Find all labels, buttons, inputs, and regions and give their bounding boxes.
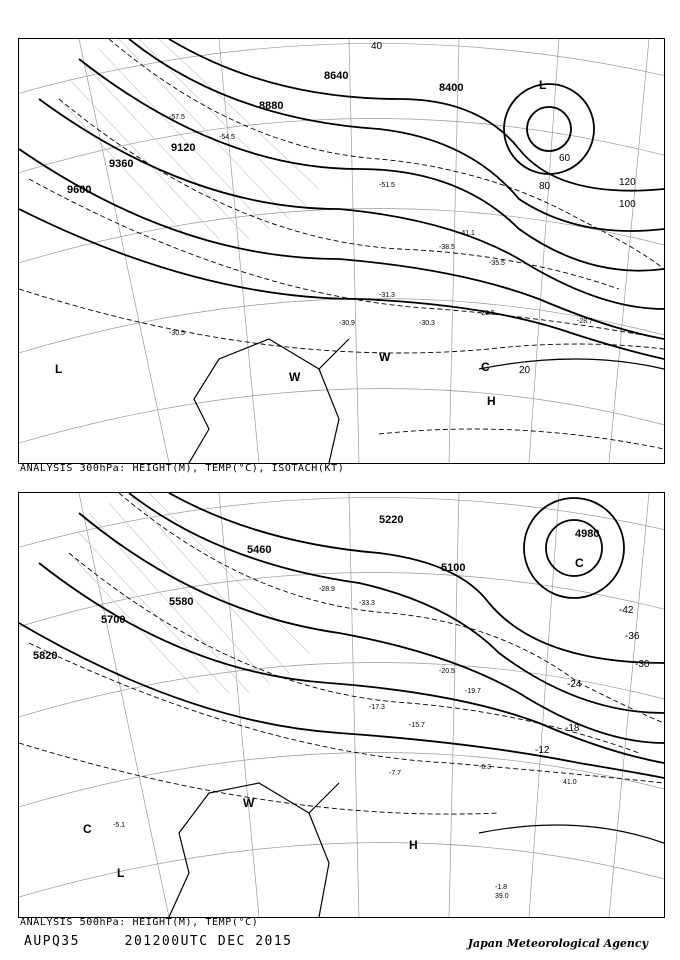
warm-center-label: W (243, 796, 255, 810)
height-label: 5460 (247, 544, 272, 556)
temp-label: -41.1 (459, 230, 475, 237)
caption-300hpa: ANALYSIS 300hPa: HEIGHT(M), TEMP(°C), ISOTACH(KT) (20, 463, 345, 474)
height-label: 5100 (441, 562, 466, 574)
warm-center-label: W (289, 370, 301, 384)
temp-label: -35.5 (489, 260, 505, 267)
obs-label: -15.7 (409, 722, 425, 729)
temp-contour-label: -36 (625, 631, 640, 642)
temp-contour-label: -30 (635, 659, 650, 670)
map-300hpa (19, 39, 664, 463)
height-contours (19, 493, 664, 778)
height-label: 5580 (169, 596, 194, 608)
temp-label: -30.9 (339, 320, 355, 327)
height-label: 8880 (259, 100, 284, 112)
height-label: 8400 (439, 82, 464, 94)
isotach-contours (19, 39, 664, 449)
temp-contour-label: -18 (565, 723, 580, 734)
obs-label: -20.5 (439, 668, 455, 675)
obs-label: 41.0 (563, 779, 577, 786)
obs-label: -1.8 (495, 884, 508, 891)
map-panel-500hpa (18, 492, 665, 918)
isotach-label: 100 (619, 199, 636, 210)
temp-label: -57.5 (169, 114, 185, 121)
height-label: 5820 (33, 650, 58, 662)
high-center-label: H (409, 838, 418, 852)
obs-label: -5.1 (113, 822, 126, 829)
temp-contour-label: -12 (535, 745, 550, 756)
temp-label: -28.7 (577, 318, 593, 325)
temp-label: -54.5 (219, 134, 235, 141)
height-label: 9120 (171, 142, 196, 154)
obs-label-group (113, 586, 577, 900)
isotach-label: 40 (371, 41, 383, 52)
low-center-label: L (539, 78, 547, 92)
obs-label: -19.7 (465, 688, 481, 695)
temp-label: -30.5 (169, 330, 185, 337)
latlon-grid (19, 493, 664, 917)
height-label: 4980 (575, 528, 600, 540)
high-center-label: H (487, 394, 496, 408)
isotach-label: 80 (539, 181, 551, 192)
height-label: 9600 (67, 184, 92, 196)
temp-contour-label: -24 (567, 679, 582, 690)
temp-label: -30.3 (419, 320, 435, 327)
height-label-group (33, 514, 599, 662)
caption-500hpa: ANALYSIS 500hPa: HEIGHT(M), TEMP(°C) (20, 917, 259, 928)
temp-label: -38.5 (439, 244, 455, 251)
cold-center-label: C (575, 556, 584, 570)
obs-label: -6.3 (479, 764, 492, 771)
obs-label: 39.0 (495, 893, 509, 900)
temp-label: -29.5 (479, 310, 495, 317)
obs-label: -28.9 (319, 586, 335, 593)
temp-label: -31.3 (379, 292, 395, 299)
chart-id: AUPQ35 (24, 934, 80, 949)
map-panel-300hpa (18, 38, 665, 464)
obs-label: -17.3 (369, 704, 385, 711)
cold-center-label: C (481, 360, 490, 374)
chart-header (24, 934, 293, 949)
low-center-label: L (55, 362, 63, 376)
isotach-label: 60 (559, 153, 571, 164)
agency-name: Japan Meteorological Agency (467, 937, 648, 950)
cold-center-label: C (83, 822, 92, 836)
obs-label: -33.3 (359, 600, 375, 607)
warm-center-label: W (379, 350, 391, 364)
isotach-label: 20 (519, 365, 531, 376)
isotach-label: 120 (619, 177, 636, 188)
temp-label: -51.5 (379, 182, 395, 189)
hatch-region (69, 493, 309, 693)
height-label: 5700 (101, 614, 126, 626)
low-center-label: L (117, 866, 125, 880)
map-500hpa (19, 493, 664, 917)
obs-label: -7.7 (389, 770, 402, 777)
temp-contour-label: -42 (619, 605, 634, 616)
height-contours (19, 39, 664, 359)
height-label: 8640 (324, 70, 349, 82)
temp-contour-label-group (535, 605, 650, 756)
coastline (189, 339, 664, 463)
height-label: 9360 (109, 158, 134, 170)
height-label: 5220 (379, 514, 404, 526)
isotach-label-group (371, 41, 636, 376)
valid-time: 201200UTC DEC 2015 (124, 934, 293, 949)
